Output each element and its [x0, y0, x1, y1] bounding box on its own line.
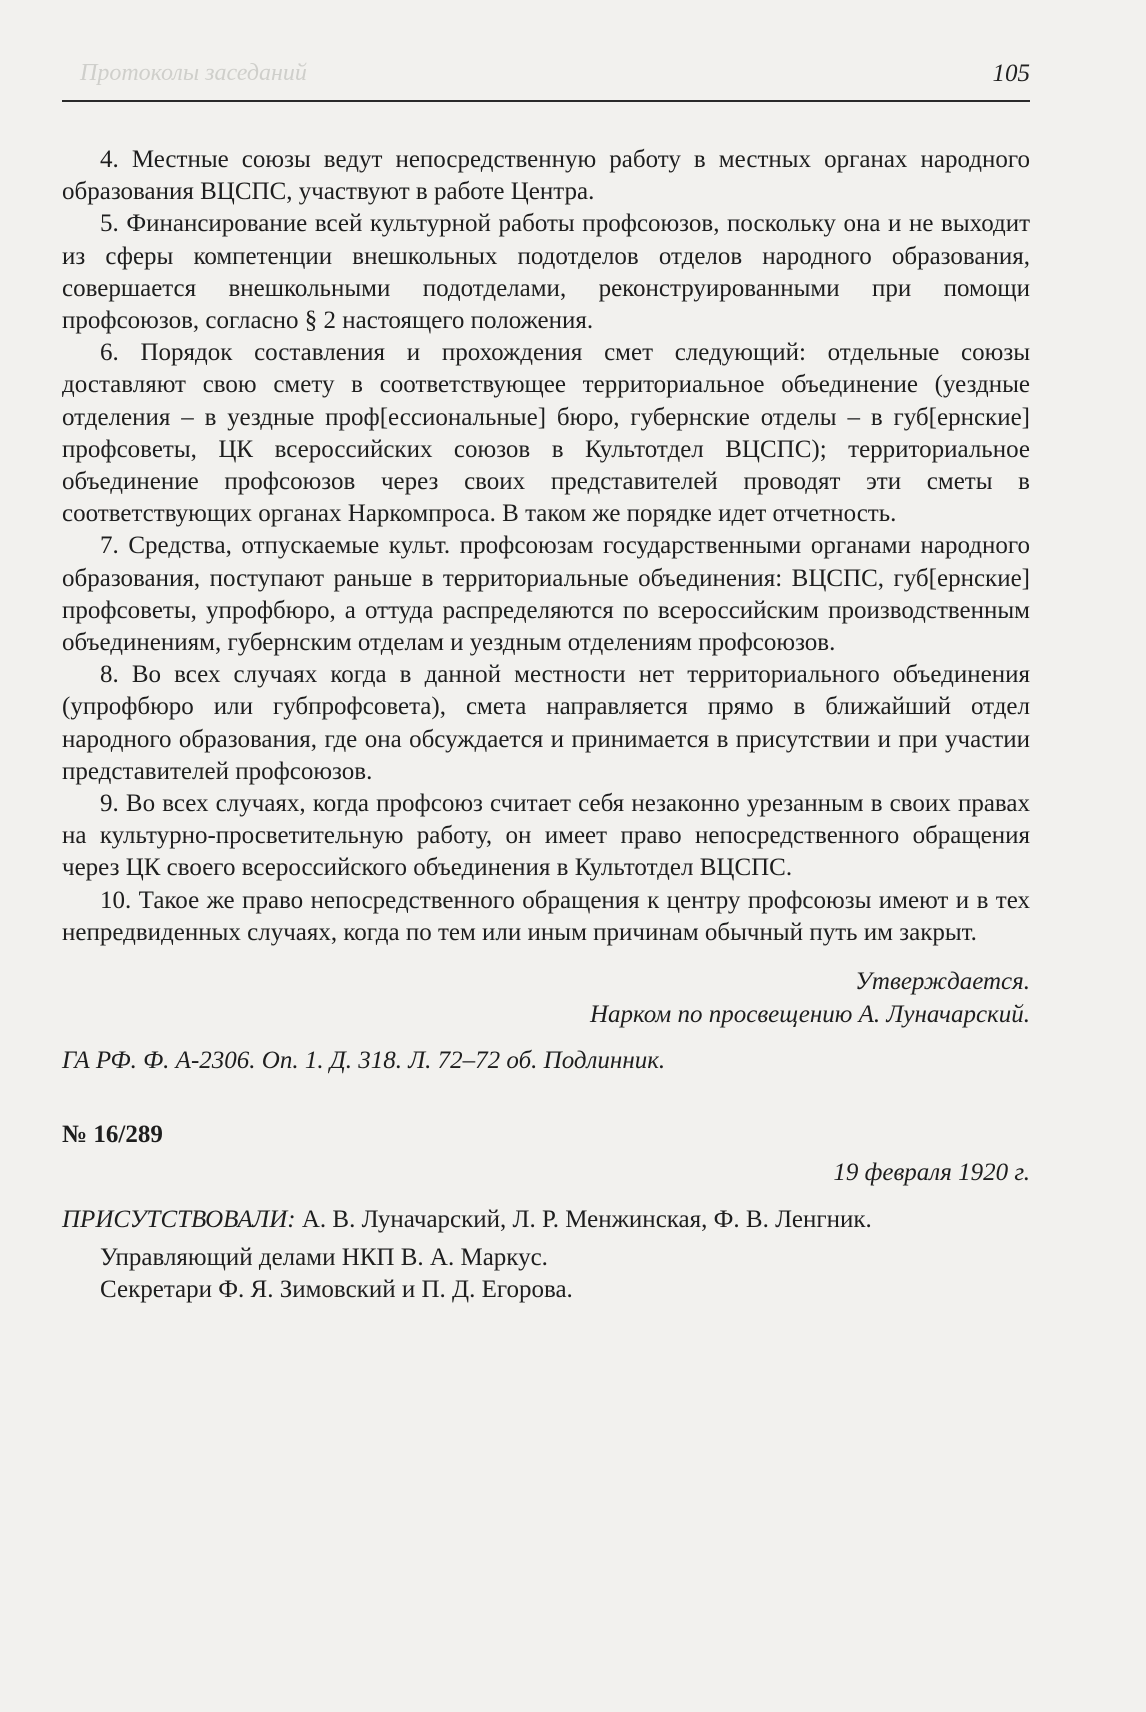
attendees-names: А. В. Луначарский, Л. Р. Менжинская, Ф. В. Ленгник. — [301, 1205, 872, 1233]
attendees — [62, 1204, 1030, 1236]
page-number: 105 — [992, 60, 1030, 87]
secretaries-line: Секретари Ф. Я. Зимовский и П. Д. Егорова. — [100, 1276, 573, 1304]
document-number: № 16/289 — [62, 1121, 163, 1149]
paragraph-7: 7. Средства, отпускаемые культ. профсоюзам государственными органами народного образования, поступают раньше в территориальные объединения: ВЦСПС, губ[ернские] профсоветы, упрофбюро, а оттуда распределяются по всероссийским производственным объединениям, губернским отделам и уездным отделениям профсоюзов. — [62, 532, 1030, 657]
approval-note: Утверждается. — [855, 968, 1030, 996]
document-date: 19 февраля 1920 г. — [833, 1159, 1030, 1187]
attendees-label: ПРИСУТСТВОВАЛИ: — [62, 1205, 296, 1233]
header-rule — [62, 100, 1030, 102]
signer-line: Нарком по просвещению А. Луначарский. — [589, 1001, 1030, 1029]
paragraph-10: 10. Такое же право непосредственного обращения к центру профсоюзы имеют и в тех непредвиденных случаях, когда по тем или иным причинам обычный путь им закрыт. — [62, 886, 1030, 946]
archival-source-note: ГА РФ. Ф. А-2306. Оп. 1. Д. 318. Л. 72–72 об. Подлинник. — [62, 1047, 666, 1075]
bleed-through-running-title: Протоколы заседаний — [80, 60, 307, 86]
paragraph-8: 8. Во всех случаях когда в данной местности нет территориального объединения (упрофбюро или губпрофсовета), смета направляется прямо в ближайший отдел народного образования, где она обсуждается и принимается в присутствии и при участии представителей профсоюзов. — [62, 661, 1030, 785]
paragraph-9: 9. Во всех случаях, когда профсоюз считает себя незаконно урезанным в своих правах на культурно-просветительную работу, он имеет право непосредственного обращения через ЦК своего всероссийского объединения в Культотдел ВЦСПС. — [62, 790, 1030, 882]
paragraph-4: 4. Местные союзы ведут непосредственную работу в местных органах народного образования ВЦСПС, участвуют в работе Центра. — [62, 146, 1030, 206]
manager-line: Управляющий делами НКП В. А. Маркус. — [100, 1243, 548, 1271]
document-body — [62, 144, 1030, 1306]
paragraph-6: 6. Порядок составления и прохождения смет следующий: отдельные союзы доставляют свою смету в соответствующее территориальное объединение (уездные отделения – в уездные проф[ессиональные] бюро, губернские отделы – в губ[ернские] профсоветы, ЦК всероссийских союзов в Культотдел ВЦСПС); территориальное объединение профсоюзов через своих представителей проводят эти сметы в соответствующих органах Наркомпроса. В таком же порядке идет отчетность. — [62, 339, 1030, 528]
signature-block — [62, 965, 1030, 1031]
paragraph-5: 5. Финансирование всей культурной работы профсоюзов, поскольку она и не выходит из сферы компетенции внешкольных подотделов отделов народного образования, совершается внешкольными подотделами, реконструированными при помощи профсоюзов, согласно § 2 настоящего положения. — [62, 210, 1030, 335]
